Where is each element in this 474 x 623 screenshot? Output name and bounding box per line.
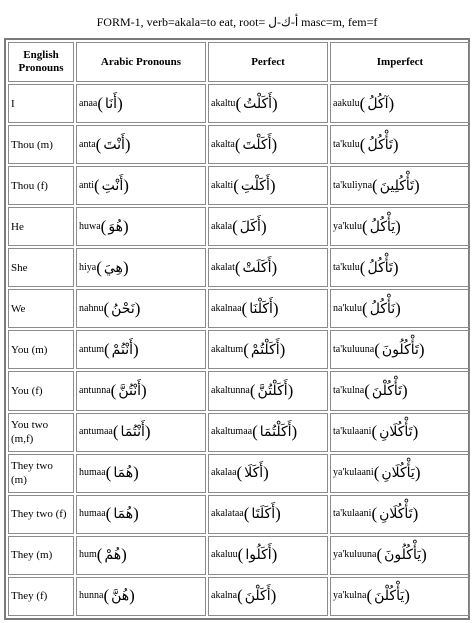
english-pronoun-cell: He [8, 207, 74, 246]
close-parenthesis: ) [392, 134, 399, 154]
perfect-cell [208, 84, 328, 123]
english-pronoun-cell: I [8, 84, 74, 123]
perfect-arabic-script: أَكَلَتَا [251, 506, 276, 523]
open-parenthesis: ( [364, 380, 370, 400]
imperfect-cell [330, 125, 470, 164]
open-parenthesis: ( [243, 339, 249, 359]
imperfect-transliteration: ta'kulu [333, 261, 360, 273]
close-parenthesis: ) [144, 422, 151, 442]
imperfect-arabic-script: تَأْكُلُونَ [381, 341, 419, 358]
perfect-arabic-script: أَكَلْتُمَا [259, 424, 292, 441]
table-row [8, 248, 470, 287]
arabic-pronoun-arabic-script: أَنْتُمَا [120, 424, 145, 441]
imperfect-transliteration: ya'kulna [333, 590, 367, 602]
perfect-arabic-script: أَكَلَا [244, 465, 264, 482]
arabic-pronoun-transliteration: anaa [79, 97, 98, 109]
table-row [8, 166, 470, 205]
arabic-pronoun-arabic-script: أَنْتُمْ [111, 341, 133, 358]
perfect-arabic-script: أَكَلَ [239, 218, 261, 235]
close-parenthesis: ) [271, 134, 278, 154]
open-parenthesis: ( [234, 134, 241, 154]
perfect-cell [208, 207, 328, 246]
table-row [8, 125, 470, 164]
imperfect-cell [330, 371, 470, 410]
open-parenthesis: ( [105, 463, 112, 483]
close-parenthesis: ) [392, 257, 399, 277]
perfect-transliteration: akalna [211, 590, 238, 602]
english-pronoun-cell: You (m) [8, 330, 74, 369]
open-parenthesis: ( [103, 586, 110, 606]
english-pronoun-cell: Thou (f) [8, 166, 74, 205]
close-parenthesis: ) [121, 545, 127, 565]
perfect-cell [208, 125, 328, 164]
open-parenthesis: ( [232, 216, 238, 236]
arabic-pronoun-transliteration: nahnu [79, 302, 104, 314]
imperfect-cell [330, 84, 470, 123]
close-parenthesis: ) [388, 93, 395, 113]
close-parenthesis: ) [122, 216, 129, 236]
imperfect-cell [330, 577, 470, 616]
close-parenthesis: ) [272, 93, 278, 113]
conjugation-table [6, 40, 472, 618]
open-parenthesis: ( [362, 298, 368, 318]
open-parenthesis: ( [373, 463, 380, 483]
arabic-pronoun-arabic-script: أَنَا [105, 95, 118, 112]
close-parenthesis: ) [395, 298, 401, 318]
arabic-pronoun-arabic-script: أَنْتُنَّ [118, 382, 141, 399]
arabic-pronoun-cell [76, 330, 206, 369]
table-row [8, 84, 470, 123]
imperfect-arabic-script: يَأْكُلُونَ [384, 547, 422, 564]
imperfect-cell [330, 413, 470, 452]
open-parenthesis: ( [252, 422, 258, 442]
arabic-pronoun-arabic-script: أَنْتِ [101, 177, 124, 194]
perfect-arabic-script: أَكَلْتَ [242, 136, 272, 153]
table-body [8, 84, 470, 616]
arabic-pronoun-arabic-script: هُمَا [113, 465, 134, 482]
open-parenthesis: ( [374, 339, 380, 359]
close-parenthesis: ) [421, 545, 427, 565]
english-pronoun-cell: Thou (m) [8, 125, 74, 164]
arabic-pronoun-cell [76, 289, 206, 328]
arabic-pronoun-transliteration: hiya [79, 261, 97, 273]
arabic-pronoun-transliteration: anta [79, 138, 96, 150]
table-row [8, 413, 470, 452]
imperfect-cell [330, 495, 470, 534]
open-parenthesis: ( [376, 545, 383, 565]
open-parenthesis: ( [235, 93, 242, 113]
imperfect-transliteration: ta'kulu [333, 138, 360, 150]
arabic-pronoun-arabic-script: هُمْ [104, 547, 122, 564]
imperfect-cell [330, 536, 470, 575]
imperfect-transliteration: na'kulu [333, 302, 363, 314]
open-parenthesis: ( [359, 93, 366, 113]
table-row [8, 495, 470, 534]
imperfect-arabic-script: تَأْكُلِينَ [379, 177, 415, 194]
arabic-pronoun-cell [76, 454, 206, 493]
table-row [8, 577, 470, 616]
open-parenthesis: ( [233, 175, 239, 195]
imperfect-arabic-script: نَأْكُلُ [369, 300, 396, 317]
imperfect-transliteration: ta'kuliyna [333, 179, 373, 191]
close-parenthesis: ) [412, 422, 419, 442]
imperfect-arabic-script: آكُلُ [367, 95, 389, 112]
table-row [8, 207, 470, 246]
arabic-pronoun-cell [76, 577, 206, 616]
close-parenthesis: ) [124, 134, 131, 154]
perfect-transliteration: akala [211, 220, 233, 232]
perfect-transliteration: akalataa [211, 508, 244, 520]
imperfect-arabic-script: يَأْكُلُ [369, 218, 396, 235]
arabic-pronoun-transliteration: huwa [79, 220, 101, 232]
open-parenthesis: ( [96, 257, 102, 277]
perfect-transliteration: akaluu [211, 549, 238, 561]
table-row [8, 371, 470, 410]
english-pronoun-cell: You (f) [8, 371, 74, 410]
imperfect-transliteration: ta'kulna [333, 384, 365, 396]
open-parenthesis: ( [372, 175, 378, 195]
open-parenthesis: ( [241, 298, 248, 318]
perfect-arabic-script: أَكَلْتُ [243, 95, 273, 112]
close-parenthesis: ) [123, 175, 129, 195]
close-parenthesis: ) [279, 339, 286, 359]
arabic-pronoun-arabic-script: نَحْنُ [111, 300, 135, 317]
perfect-transliteration: akalti [211, 179, 234, 191]
arabic-pronoun-cell [76, 371, 206, 410]
imperfect-transliteration: ya'kulu [333, 220, 363, 232]
header-perfect: Perfect [208, 42, 328, 82]
perfect-transliteration: akaltu [211, 97, 236, 109]
perfect-cell [208, 536, 328, 575]
arabic-pronoun-arabic-script: هُنَّ [111, 588, 130, 605]
perfect-arabic-script: أَكَلْتُنَّ [257, 382, 288, 399]
arabic-pronoun-arabic-script: هِيَ [103, 259, 123, 276]
english-pronoun-cell: They (f) [8, 577, 74, 616]
table-row [8, 454, 470, 493]
header-row [8, 42, 470, 82]
imperfect-cell [330, 289, 470, 328]
arabic-pronoun-transliteration: antunna [79, 384, 111, 396]
perfect-transliteration: akaltumaa [211, 426, 253, 438]
close-parenthesis: ) [418, 339, 425, 359]
imperfect-transliteration: ya'kuluuna [333, 549, 377, 561]
open-parenthesis: ( [359, 257, 366, 277]
perfect-cell [208, 495, 328, 534]
perfect-cell [208, 248, 328, 287]
close-parenthesis: ) [412, 504, 419, 524]
imperfect-arabic-script: تَأْكُلُ [367, 136, 393, 153]
arabic-pronoun-transliteration: anti [79, 179, 94, 191]
table-row [8, 330, 470, 369]
close-parenthesis: ) [395, 216, 401, 236]
arabic-pronoun-transliteration: antum [79, 343, 104, 355]
close-parenthesis: ) [291, 422, 298, 442]
arabic-pronoun-cell [76, 84, 206, 123]
imperfect-arabic-script: يَأْكُلَانِ [381, 465, 415, 482]
english-pronoun-cell: They two (m) [8, 454, 74, 493]
header-arabic-pronouns: Arabic Pronouns [76, 42, 206, 82]
open-parenthesis: ( [366, 586, 373, 606]
close-parenthesis: ) [141, 380, 147, 400]
perfect-cell [208, 577, 328, 616]
close-parenthesis: ) [272, 298, 279, 318]
open-parenthesis: ( [104, 339, 110, 359]
arabic-pronoun-cell [76, 125, 206, 164]
imperfect-arabic-script: تَأْكُلُ [367, 259, 393, 276]
perfect-arabic-script: أَكَلُوا [245, 547, 272, 564]
arabic-pronoun-cell [76, 536, 206, 575]
perfect-cell [208, 371, 328, 410]
open-parenthesis: ( [96, 545, 103, 565]
imperfect-arabic-script: تَأْكُلَانِ [379, 506, 413, 523]
table-row [8, 536, 470, 575]
perfect-transliteration: akaltunna [211, 384, 250, 396]
arabic-pronoun-arabic-script: أَنْتَ [103, 136, 125, 153]
imperfect-cell [330, 248, 470, 287]
imperfect-arabic-script: تَأْكُلَانِ [379, 424, 413, 441]
arabic-pronoun-cell [76, 413, 206, 452]
arabic-pronoun-transliteration: antumaa [79, 426, 113, 438]
open-parenthesis: ( [110, 380, 117, 400]
open-parenthesis: ( [97, 93, 103, 113]
table-row [8, 289, 470, 328]
close-parenthesis: ) [287, 380, 294, 400]
arabic-pronoun-transliteration: hunna [79, 590, 104, 602]
close-parenthesis: ) [414, 175, 420, 195]
imperfect-transliteration: ta'kulaani [333, 508, 372, 520]
perfect-arabic-script: أَكَلْنَا [249, 300, 273, 317]
perfect-cell [208, 289, 328, 328]
perfect-transliteration: akalat [211, 261, 235, 273]
arabic-pronoun-cell [76, 207, 206, 246]
arabic-pronoun-arabic-script: هُوَ [108, 218, 123, 235]
perfect-cell [208, 330, 328, 369]
open-parenthesis: ( [362, 216, 368, 236]
open-parenthesis: ( [237, 586, 243, 606]
arabic-pronoun-cell [76, 495, 206, 534]
conjugation-table-frame [4, 38, 470, 620]
arabic-pronoun-arabic-script: هُمَا [113, 506, 134, 523]
imperfect-cell [330, 330, 470, 369]
close-parenthesis: ) [404, 586, 410, 606]
imperfect-cell [330, 454, 470, 493]
imperfect-arabic-script: تَأْكُلْنَ [371, 382, 403, 399]
close-parenthesis: ) [275, 504, 281, 524]
english-pronoun-cell: You two (m,f) [8, 413, 74, 452]
english-pronoun-cell: We [8, 289, 74, 328]
english-pronoun-cell: They two (f) [8, 495, 74, 534]
close-parenthesis: ) [122, 257, 129, 277]
close-parenthesis: ) [117, 93, 123, 113]
open-parenthesis: ( [249, 380, 256, 400]
open-parenthesis: ( [100, 216, 107, 236]
perfect-cell [208, 166, 328, 205]
close-parenthesis: ) [271, 545, 278, 565]
close-parenthesis: ) [133, 463, 139, 483]
open-parenthesis: ( [359, 134, 366, 154]
close-parenthesis: ) [133, 504, 139, 524]
imperfect-transliteration: ta'kulaani [333, 426, 372, 438]
open-parenthesis: ( [234, 257, 241, 277]
open-parenthesis: ( [94, 175, 100, 195]
perfect-arabic-script: أَكَلْنَ [244, 588, 271, 605]
arabic-pronoun-cell [76, 166, 206, 205]
arabic-pronoun-transliteration: humaa [79, 467, 106, 479]
close-parenthesis: ) [129, 586, 135, 606]
table-caption: FORM-1, verb=akala=to eat, root= أ-ك-ل masc=m, fem=f [96, 15, 378, 29]
arabic-pronoun-transliteration: humaa [79, 508, 106, 520]
english-pronoun-cell: They (m) [8, 536, 74, 575]
close-parenthesis: ) [270, 586, 277, 606]
open-parenthesis: ( [105, 504, 112, 524]
close-parenthesis: ) [269, 175, 276, 195]
close-parenthesis: ) [414, 463, 421, 483]
close-parenthesis: ) [402, 380, 408, 400]
close-parenthesis: ) [133, 339, 139, 359]
arabic-pronoun-transliteration: hum [79, 549, 97, 561]
open-parenthesis: ( [95, 134, 102, 154]
open-parenthesis: ( [371, 422, 378, 442]
close-parenthesis: ) [260, 216, 267, 236]
open-parenthesis: ( [243, 504, 250, 524]
imperfect-cell [330, 207, 470, 246]
perfect-cell [208, 413, 328, 452]
english-pronoun-cell: She [8, 248, 74, 287]
perfect-transliteration: akaltum [211, 343, 244, 355]
open-parenthesis: ( [237, 545, 244, 565]
close-parenthesis: ) [271, 257, 278, 277]
close-parenthesis: ) [134, 298, 141, 318]
perfect-cell [208, 454, 328, 493]
perfect-arabic-script: أَكَلْتِ [240, 177, 270, 194]
header-english-pronouns: English Pronouns [8, 42, 74, 82]
imperfect-cell [330, 166, 470, 205]
perfect-transliteration: akalaa [211, 467, 237, 479]
header-imperfect: Imperfect [330, 42, 470, 82]
perfect-transliteration: akalta [211, 138, 235, 150]
open-parenthesis: ( [112, 422, 119, 442]
imperfect-transliteration: ya'kulaani [333, 467, 374, 479]
open-parenthesis: ( [103, 298, 110, 318]
imperfect-transliteration: aakulu [333, 97, 360, 109]
perfect-arabic-script: أَكَلَتْ [242, 259, 272, 276]
imperfect-arabic-script: يَأْكُلْنَ [374, 588, 405, 605]
open-parenthesis: ( [236, 463, 243, 483]
arabic-pronoun-cell [76, 248, 206, 287]
imperfect-transliteration: ta'kuluuna [333, 343, 375, 355]
open-parenthesis: ( [371, 504, 378, 524]
close-parenthesis: ) [263, 463, 269, 483]
perfect-transliteration: akalnaa [211, 302, 242, 314]
perfect-arabic-script: أَكَلْتُمْ [250, 341, 280, 358]
